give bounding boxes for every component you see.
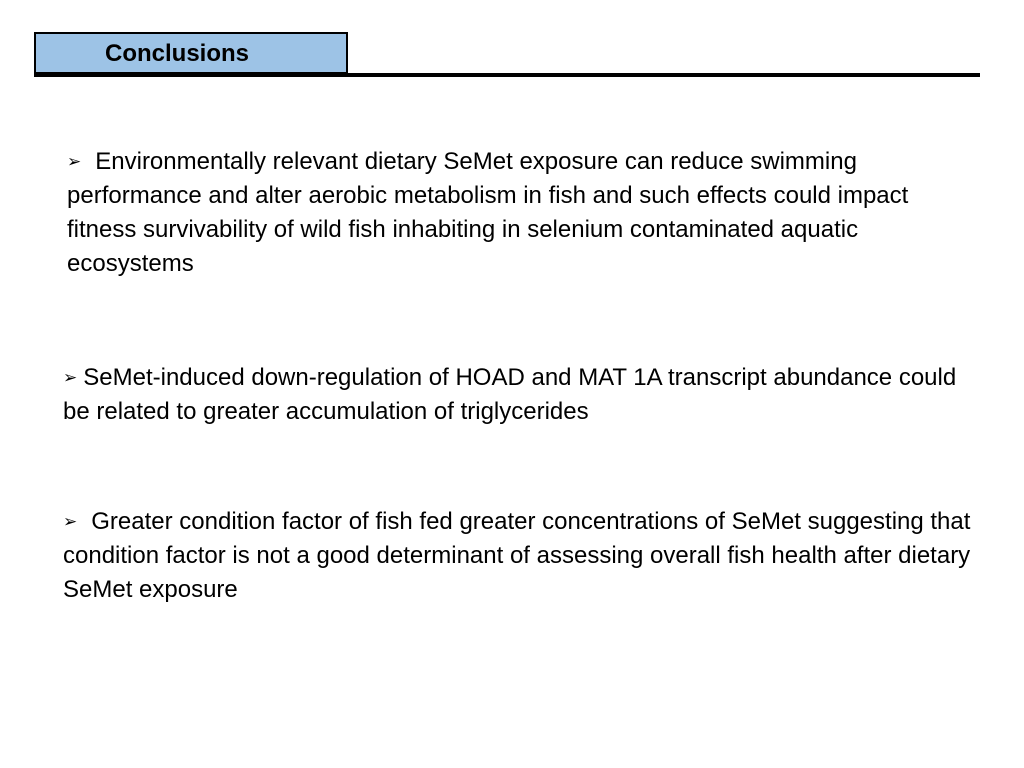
bullet-text: SeMet-induced down-regulation of HOAD and MAT 1A transcript abundance could be related to greater accumulation of triglycerides [63, 364, 957, 425]
bullet-text: Greater condition factor of fish fed greater concentrations of SeMet suggesting that condition factor is not a good determinant of assessing overall fish health after dietary SeMet exposure [63, 508, 971, 603]
bullet-item-swimming-performance [67, 145, 967, 281]
arrow-right-bullet-icon: ➢ [67, 152, 82, 172]
arrow-right-bullet-icon: ➢ [63, 512, 78, 532]
bullet-item-hoad-mat1a [63, 361, 963, 429]
slide-title: Conclusions [104, 40, 249, 67]
title-box [34, 32, 348, 74]
bullet-item-condition-factor [63, 505, 983, 607]
title-underline-rule [34, 73, 980, 77]
arrow-right-bullet-icon: ➢ [63, 368, 78, 388]
bullet-text: Environmentally relevant dietary SeMet exposure can reduce swimming performance and alter aerobic metabolism in fish and such effects could impact fitness survivability of wild fish inhabiting in selenium contaminated aquatic ecosystems [67, 148, 909, 277]
